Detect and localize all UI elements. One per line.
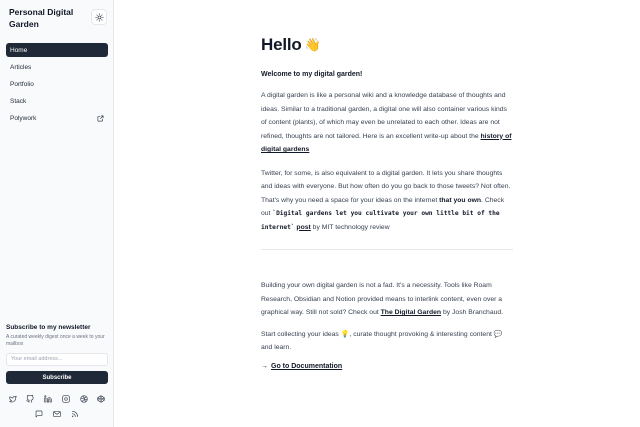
go-to-documentation-link[interactable]: Go to Documentation bbox=[271, 362, 343, 370]
welcome-heading: Welcome to my digital garden! bbox=[261, 71, 363, 78]
necessity-paragraph bbox=[261, 279, 513, 320]
codepen-icon[interactable] bbox=[97, 395, 106, 404]
history-of-digital-gardens-link[interactable]: history of digital gardens bbox=[261, 132, 512, 153]
the-digital-garden-link[interactable]: The Digital Garden bbox=[380, 309, 442, 316]
inline-code: `Digital gardens let you cultivate your own little bit of the internet` bbox=[261, 210, 500, 231]
paragraph-text: Twitter, for some, is also equivalent to a digital garden. It lets you share thoughts and ideas with everyone. But how often do you go back to those tweets? Not often. That's why you need a space for your ideas on the internet bbox=[261, 169, 511, 204]
sun-icon bbox=[95, 13, 104, 22]
divider bbox=[261, 249, 513, 250]
newsletter-email-input[interactable] bbox=[6, 353, 108, 366]
paragraph-text: . Check out bbox=[261, 196, 505, 217]
paragraph-text: and learn. bbox=[261, 344, 292, 351]
newsletter-description: A curated weekly digest once a week to your mailbox bbox=[6, 334, 105, 347]
linkedin-icon[interactable] bbox=[44, 395, 53, 404]
waving-hand-icon: 👋 bbox=[304, 37, 321, 53]
paragraph-text: by MIT technology review bbox=[310, 223, 390, 231]
sidebar-item-portfolio[interactable] bbox=[6, 77, 108, 91]
sidebar-item-label: Stack bbox=[10, 97, 27, 105]
chat-icon[interactable] bbox=[35, 410, 44, 419]
twitter-icon[interactable] bbox=[8, 395, 17, 404]
sidebar bbox=[0, 0, 114, 427]
sidebar-item-polywork[interactable] bbox=[6, 111, 108, 125]
sidebar-nav bbox=[6, 43, 108, 128]
sidebar-item-label: Portfolio bbox=[10, 80, 34, 88]
subscribe-button[interactable]: Subscribe bbox=[6, 371, 108, 384]
github-icon[interactable] bbox=[26, 395, 35, 404]
newsletter-title: Subscribe to my newsletter bbox=[6, 324, 91, 331]
main-content bbox=[261, 35, 513, 370]
paragraph-text: A digital garden is like a personal wiki and a knowledge database of thoughts and ideas. Similar to a traditional garden, a digital one will also container various kinds of content (plants), of which may even be unrelated to each other. Ideas are not refined, thoughts are not tailored. Here is an excellent write-up about the bbox=[261, 92, 507, 140]
paragraph-text: by Josh Branchaud. bbox=[441, 309, 504, 316]
twitter-paragraph bbox=[261, 167, 513, 235]
post-link[interactable]: post bbox=[296, 223, 311, 231]
site-title[interactable]: Personal Digital Garden bbox=[9, 7, 74, 29]
sidebar-item-stack[interactable] bbox=[6, 94, 108, 108]
paragraph-text: Building your own digital garden is not a fad. It's a necessity. Tools like Roam Research, Obsidian and Notion provided means to interlink content, even over a graphical way. Still not sold? Check out bbox=[261, 282, 503, 316]
page-header bbox=[261, 35, 513, 55]
email-icon[interactable] bbox=[53, 410, 62, 419]
documentation-link-row bbox=[261, 363, 513, 370]
sidebar-item-label: Polywork bbox=[10, 114, 37, 122]
sidebar-item-home[interactable] bbox=[6, 43, 108, 57]
speech-bubble-icon: 💬 bbox=[493, 329, 503, 338]
intro-paragraph bbox=[261, 89, 513, 157]
external-link-icon bbox=[97, 115, 104, 122]
sidebar-item-articles[interactable] bbox=[6, 60, 108, 74]
newsletter bbox=[6, 324, 108, 384]
arrow-right-icon: → bbox=[261, 362, 268, 370]
sidebar-item-label: Home bbox=[10, 46, 28, 54]
paragraph-text: , curate thought provoking & interesting content bbox=[349, 330, 494, 338]
paragraph-text: Start collecting your ideas bbox=[261, 330, 341, 338]
rss-icon[interactable] bbox=[71, 410, 80, 419]
social-links bbox=[6, 394, 108, 419]
lightbulb-icon: 💡 bbox=[340, 329, 350, 338]
instagram-icon[interactable] bbox=[61, 395, 70, 404]
collect-paragraph bbox=[261, 328, 513, 355]
dribbble-icon[interactable] bbox=[79, 395, 88, 404]
page-title: Hello bbox=[261, 35, 302, 54]
sidebar-item-label: Articles bbox=[10, 63, 32, 71]
emphasis-text: that you own bbox=[439, 196, 482, 204]
theme-toggle-button[interactable] bbox=[91, 9, 107, 25]
